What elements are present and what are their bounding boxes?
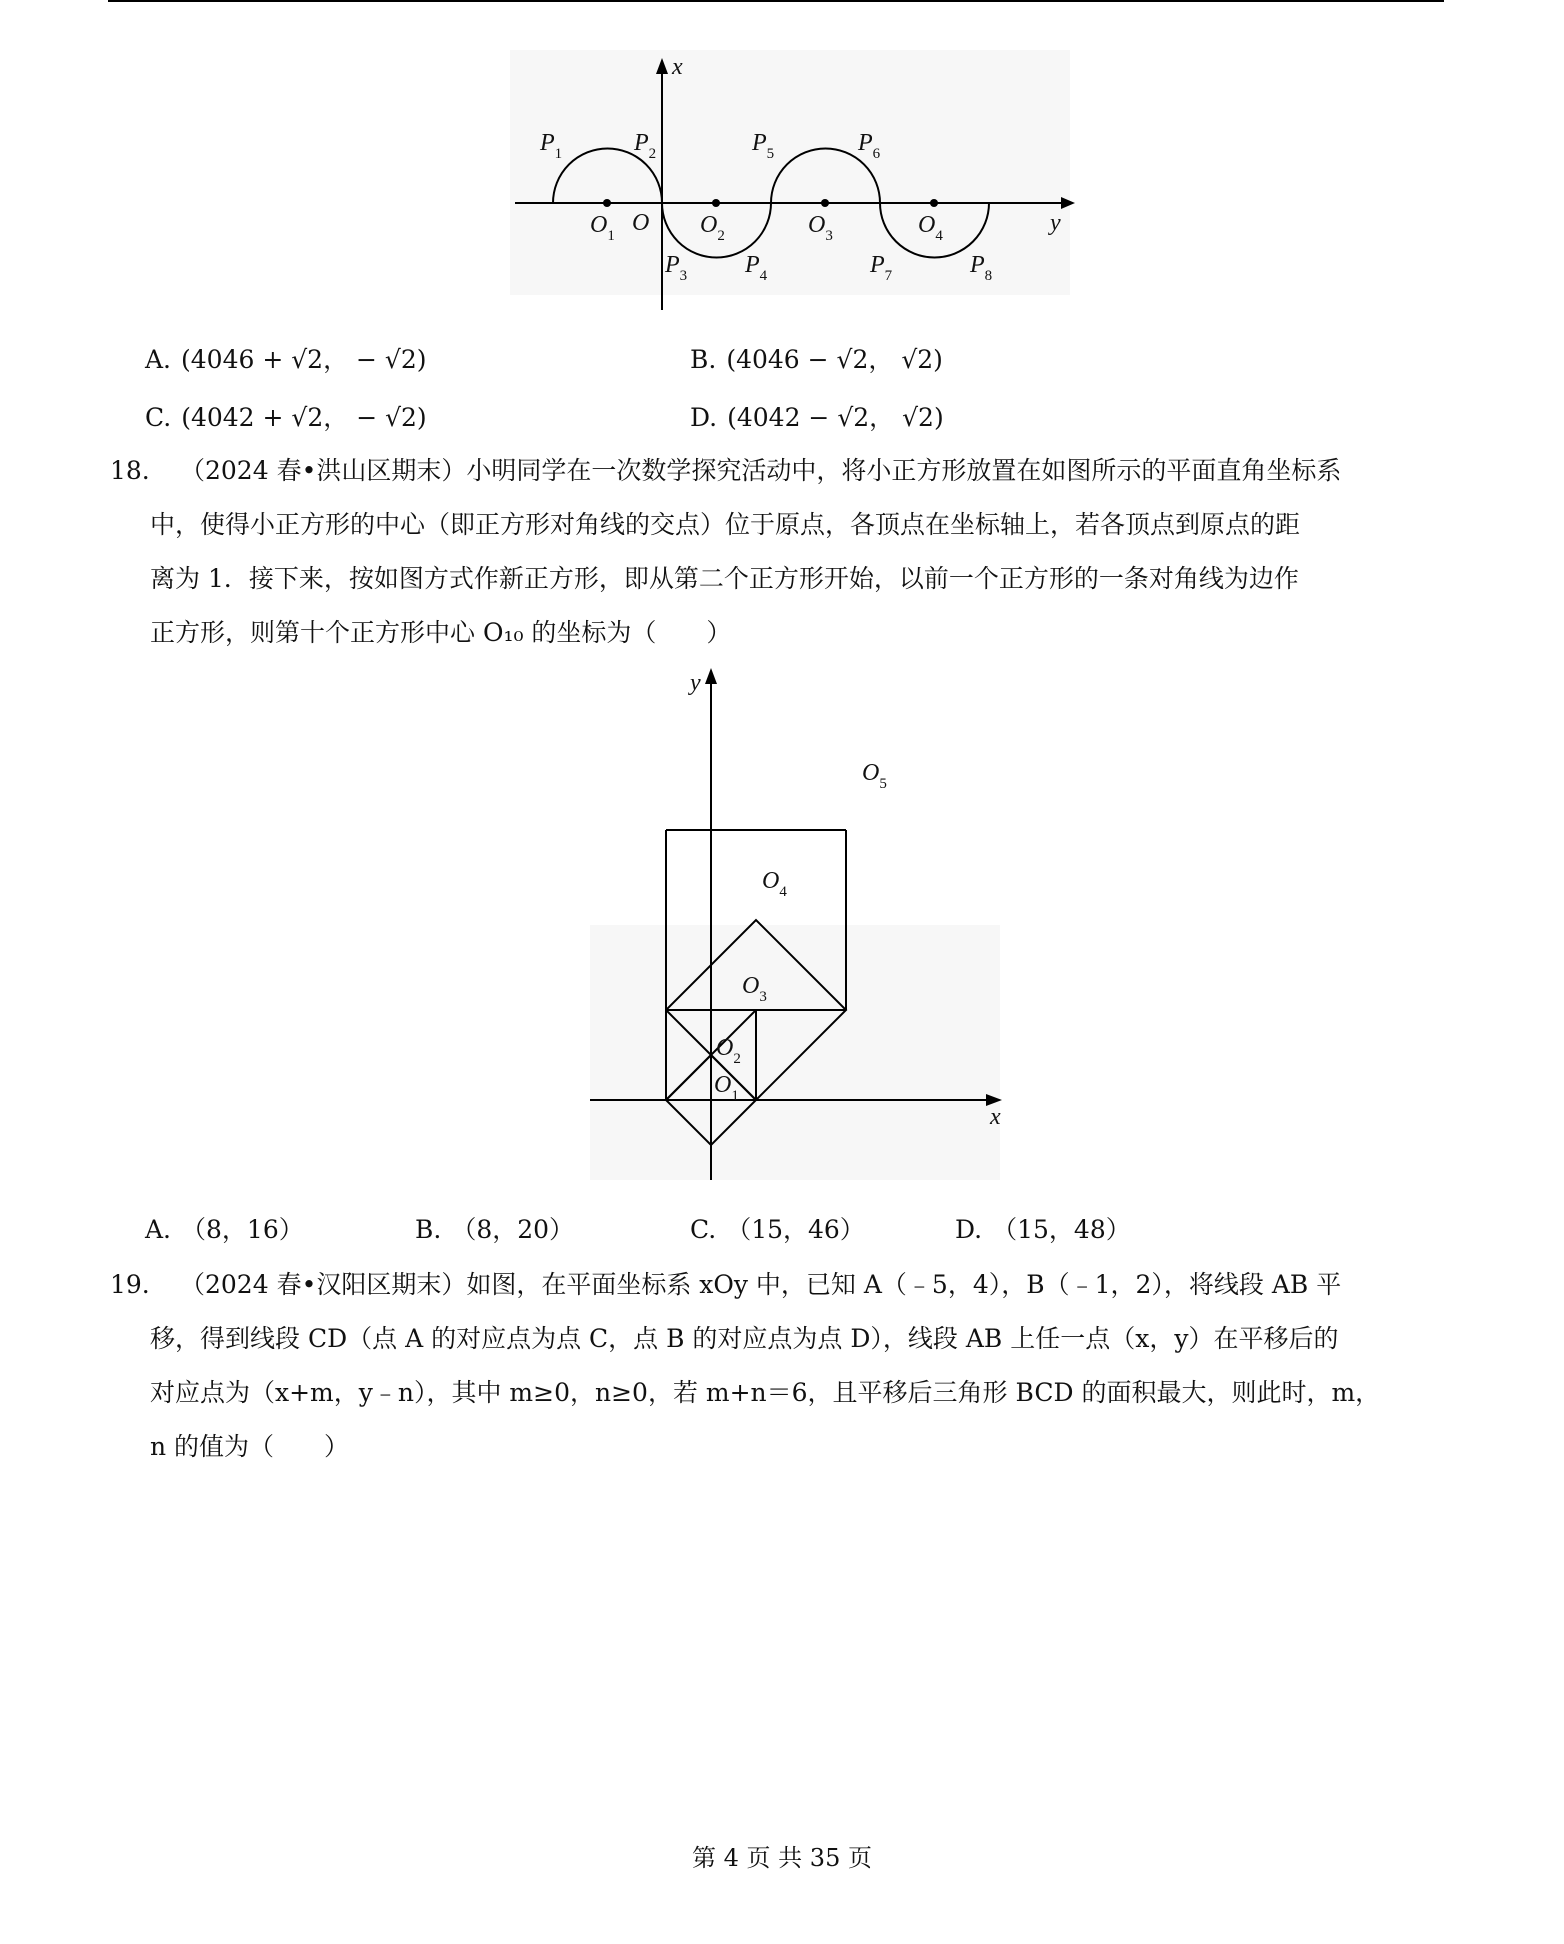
label-o3: $O_3$ — [808, 212, 833, 244]
option-label: D. — [955, 1215, 983, 1244]
label-o5: $O_5$ — [862, 760, 887, 792]
question-text-line: 正方形，则第十个正方形中心 O₁₀ 的坐标为（ ） — [150, 618, 732, 647]
q18-option-d — [955, 1210, 1131, 1246]
label-o1: $O_1$ — [590, 212, 615, 244]
top-rule — [108, 0, 1444, 2]
label-o4: $O_4$ — [918, 212, 943, 244]
option-text: （15，46） — [726, 1215, 865, 1244]
option-text: （8，20） — [451, 1215, 575, 1244]
label-o1: $O_1$ — [714, 1072, 739, 1104]
option-label: B. — [415, 1215, 442, 1244]
question-text-line: （2024 春•洪山区期末）小明同学在一次数学探究活动中，将小正方形放置在如图所示的平面直角坐标系 — [180, 456, 1342, 485]
question-18 — [110, 444, 1450, 660]
center-dot-o3 — [821, 199, 829, 207]
option-text: (4046 + √2， − √2) — [181, 345, 427, 374]
center-dot-o4 — [930, 199, 938, 207]
option-label: A. — [145, 345, 172, 374]
figure-background — [590, 925, 1000, 1180]
center-dot-o2 — [712, 199, 720, 207]
label-y-axis: y — [690, 670, 701, 696]
label-p1: $P_1$ — [540, 130, 563, 162]
label-y-axis: y — [1050, 210, 1061, 236]
center-dot-o1 — [603, 199, 611, 207]
q18-option-c — [690, 1210, 865, 1246]
label-p7: $P_7$ — [870, 252, 893, 284]
label-o2: $O_2$ — [700, 212, 725, 244]
label-p6: $P_6$ — [858, 130, 881, 162]
option-label: D. — [690, 403, 718, 432]
option-text: (4042 − √2， √2) — [727, 403, 944, 432]
label-x-axis: x — [672, 54, 683, 80]
label-p3: $P_3$ — [665, 252, 688, 284]
q17-option-c — [145, 398, 427, 434]
label-origin: O — [632, 210, 650, 236]
label-p8: $P_8$ — [970, 252, 993, 284]
question-text-line: n 的值为（ ） — [150, 1432, 350, 1461]
question-text-line: 对应点为（x+m，y﹣n），其中 m≥0，n≥0，若 m+n＝6，且平移后三角形 BCD 的面积最大，则此时，m， — [150, 1378, 1381, 1407]
option-text: (4042 + √2， − √2) — [181, 403, 427, 432]
figure-squares — [590, 660, 1010, 1200]
page-footer: 第 4 页 共 35 页 — [692, 1844, 872, 1872]
q18-option-b — [415, 1210, 574, 1246]
question-text-line: 离为 1．接下来，按如图方式作新正方形，即从第二个正方形开始，以前一个正方形的一条对角线为边作 — [150, 564, 1299, 593]
label-p5: $P_5$ — [752, 130, 775, 162]
q18-option-a — [145, 1210, 304, 1246]
option-label: B. — [690, 345, 717, 374]
question-19 — [110, 1258, 1450, 1474]
q17-option-a — [145, 340, 427, 376]
label-o2: $O_2$ — [716, 1035, 741, 1067]
q17-option-d — [690, 398, 944, 434]
option-label: C. — [145, 403, 172, 432]
option-text: （15，48） — [992, 1215, 1131, 1244]
label-p4: $P_4$ — [745, 252, 768, 284]
question-text-line: 中，使得小正方形的中心（即正方形对角线的交点）位于原点，各顶点在坐标轴上，若各顶点到原点的距 — [150, 510, 1301, 539]
label-x-axis: x — [990, 1104, 1001, 1130]
q17-option-b — [690, 340, 943, 376]
question-number: 19. — [110, 1270, 150, 1299]
question-number: 18. — [110, 456, 150, 485]
figure-semicircles — [510, 50, 1080, 310]
question-text-line: 移，得到线段 CD（点 A 的对应点为点 C，点 B 的对应点为点 D），线段 AB 上任一点（x，y）在平移后的 — [150, 1324, 1339, 1353]
option-text: （8，16） — [181, 1215, 304, 1244]
figure-background — [510, 50, 1070, 295]
question-text-line: （2024 春•汉阳区期末）如图，在平面坐标系 xOy 中，已知 A（﹣5，4），B（﹣1，2），将线段 AB 平 — [180, 1270, 1342, 1299]
label-o3: $O_3$ — [742, 973, 767, 1005]
y-axis-arrow — [705, 668, 717, 684]
label-o4: $O_4$ — [762, 868, 787, 900]
label-p2: $P_2$ — [634, 130, 657, 162]
option-label: A. — [145, 1215, 172, 1244]
option-text: (4046 − √2， √2) — [726, 345, 943, 374]
option-label: C. — [690, 1215, 717, 1244]
